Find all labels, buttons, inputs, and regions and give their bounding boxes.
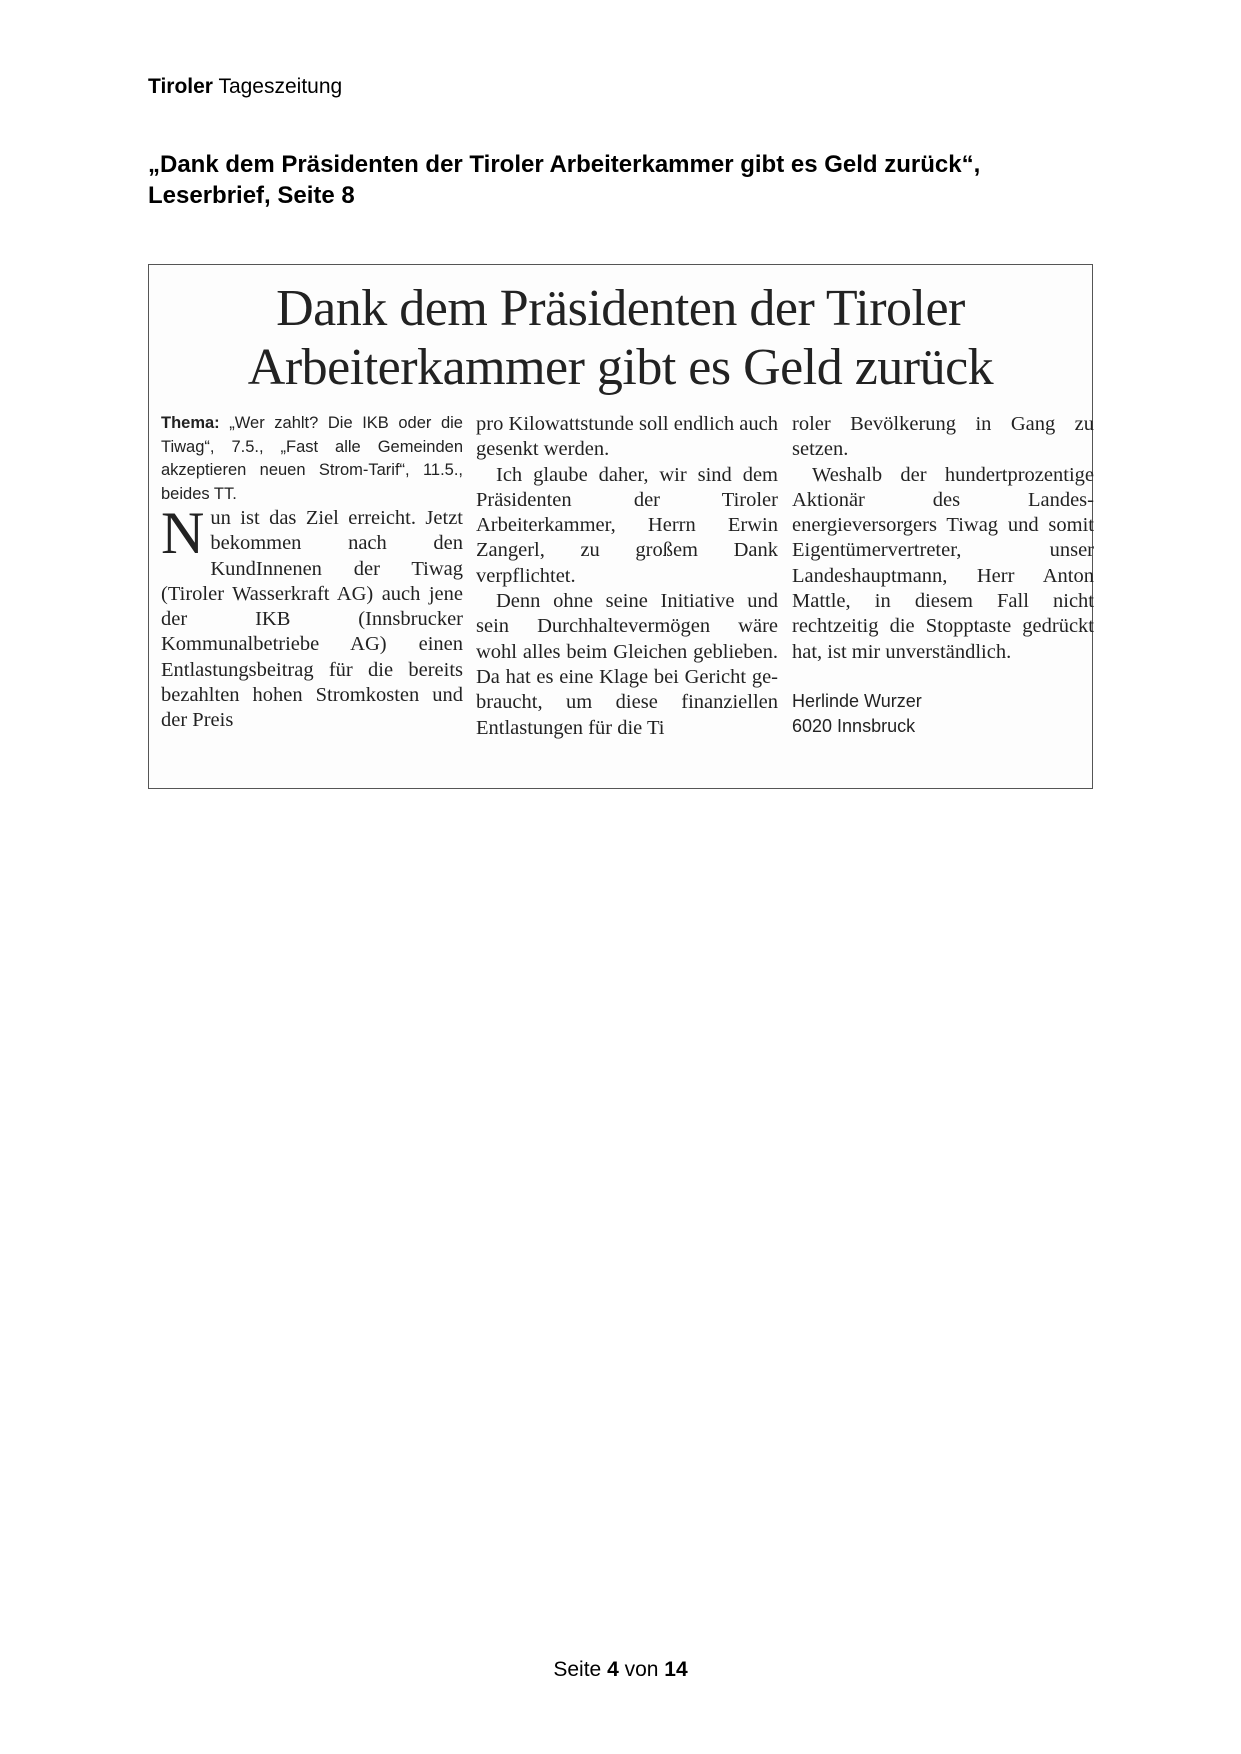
publication-header xyxy=(148,74,342,100)
publication-name-bold: Tiroler xyxy=(148,75,213,98)
publication-name-rest: Tageszeitung xyxy=(218,75,343,98)
column-2-paragraph-3: Denn ohne seine Initiative und sein Durchhaltevermögen wäre wohl alles beim Gleichen geblieben. Da hat es eine Klage bei Gericht gebraucht, um diese finanziellen Entlastungen für die Ti xyxy=(476,590,778,739)
article-headline xyxy=(149,279,1092,397)
author-name: Herlinde Wurzer xyxy=(792,690,922,711)
column-2-paragraph-2: Ich glaube daher, wir sind dem Präsidenten der Tiroler Arbeiterkammer, Herrn Erwin Zangerl, zu großem Dank verpflichtet. xyxy=(476,463,778,587)
column-3-paragraph-1: roler Bevölkerung in Gang zu setzen. xyxy=(792,413,1094,461)
column-2-paragraph-1: pro Kilowattstunde soll endlich auch gesenkt werden. xyxy=(476,413,778,461)
article-column-1 xyxy=(161,412,463,734)
document-title-line-1: „Dank dem Präsidenten der Tiroler Arbeiterkammer gibt es Geld zurück“, xyxy=(148,151,981,178)
document-title xyxy=(148,149,1128,211)
drop-cap: N xyxy=(161,500,205,566)
document-title-line-2: Leserbrief, Seite 8 xyxy=(148,182,355,209)
author-city: 6020 Innsbruck xyxy=(792,715,916,736)
author-signature xyxy=(792,689,1094,739)
thema-label: Thema: xyxy=(161,414,220,432)
thema-reference xyxy=(161,412,463,506)
page-separator: von xyxy=(624,1658,659,1681)
page-number-footer xyxy=(0,1657,1241,1683)
newspaper-clipping xyxy=(148,264,1093,789)
column-3-paragraph-2: Weshalb der hundertprozentige Aktionär des Landesenergieversorgers Tiwag und somit Eigentümervertreter, unser Landeshauptmann, Herr Anton Mattle, in diesem Fall nicht rechtzeitig die Stopptaste gedrückt hat, ist mir unverständlich. xyxy=(792,463,1094,663)
article-lead-paragraph xyxy=(161,500,463,734)
article-headline-line-1: Dank dem Präsidenten der Tiroler xyxy=(276,280,965,337)
article-column-3 xyxy=(792,412,1094,739)
thema-text: „Wer zahlt? Die IKB oder die Tiwag“, 7.5., „Fast alle Gemeinden akzeptieren neuen Strom-Tarif“, 11.5., beides TT. xyxy=(161,414,463,503)
article-column-2 xyxy=(476,412,778,741)
page-prefix: Seite xyxy=(553,1658,602,1681)
article-headline-line-2: Arbeiterkammer gibt es Geld zurück xyxy=(247,339,994,396)
page-current: 4 xyxy=(607,1658,619,1681)
page-total: 14 xyxy=(664,1658,688,1681)
column-1-text: un ist das Ziel erreicht. Jetzt bekommen nach den KundInnenen der Tiwag (Tiroler Wasserkraft AG) auch jene der IKB (Innsbrucker Kommunalbetriebe AG) einen Entlastungsbeitrag für die bereits bezahlten hohen Stromkosten und der Preis xyxy=(161,507,463,732)
